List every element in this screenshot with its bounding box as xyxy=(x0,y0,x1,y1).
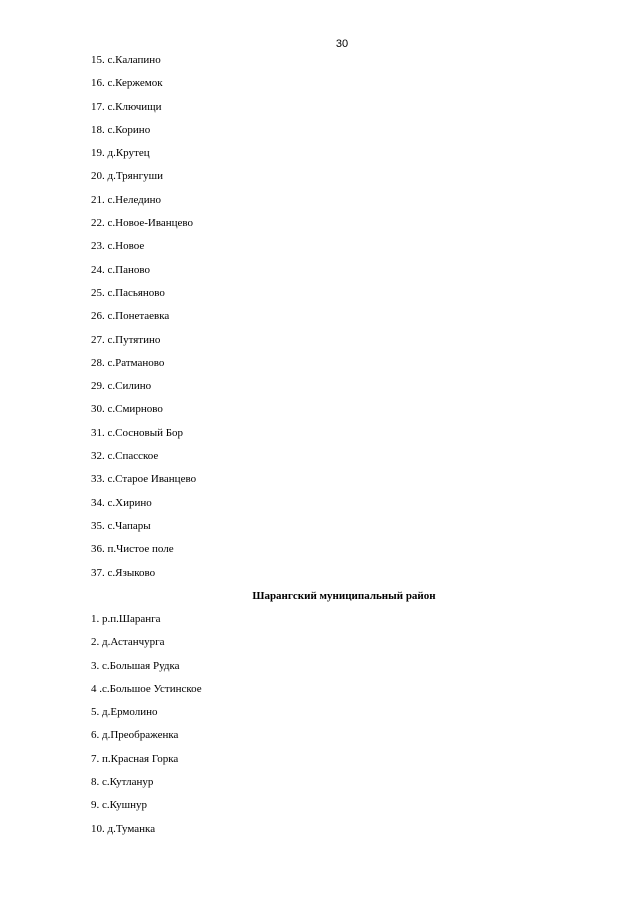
list-item: 24. с.Паново xyxy=(91,263,150,276)
list-item: 3. с.Большая Рудка xyxy=(91,659,180,672)
list-item: 2. д.Астанчурга xyxy=(91,636,165,649)
section-heading: Шарангский муниципальный район xyxy=(252,590,436,602)
list-item: 37. с.Языково xyxy=(91,566,156,579)
list-item: 32. с.Спасское xyxy=(91,450,159,463)
list-item: 5. д.Ермолино xyxy=(91,706,158,719)
list-item: 1. р.п.Шаранга xyxy=(91,613,161,625)
page-number: 30 xyxy=(335,38,349,50)
list-item: 4 .с.Большое Устинское xyxy=(91,682,202,695)
list-item: 17. с.Ключищи xyxy=(91,100,162,113)
list-item: 7. п.Красная Горка xyxy=(91,752,179,765)
list-item: 20. д.Трянгуши xyxy=(91,170,163,183)
list-item: 18. с.Корино xyxy=(91,123,151,136)
list-item: 36. п.Чистое поле xyxy=(91,543,174,556)
list-item: 31. с.Сосновый Бор xyxy=(91,426,184,439)
list-item: 19. д.Крутец xyxy=(91,147,150,160)
list-item: 10. д.Туманка xyxy=(91,822,156,835)
list-item: 35. с.Чапары xyxy=(91,519,151,532)
list-item: 33. с.Старое Иванцево xyxy=(91,473,197,486)
settlement-list-sharanga xyxy=(91,610,202,843)
list-item: 22. с.Новое-Иванцево xyxy=(91,217,194,230)
list-item: 8. с.Кутланур xyxy=(91,776,154,789)
list-item: 16. с.Кержемок xyxy=(91,77,163,90)
list-item: 23. с.Новое xyxy=(91,240,145,253)
settlement-list-continued xyxy=(91,51,196,587)
list-item: 34. с.Хирино xyxy=(91,496,152,509)
list-item: 6. д.Преображенка xyxy=(91,729,179,742)
list-item: 27. с.Путятино xyxy=(91,333,161,346)
list-item: 9. с.Кушнур xyxy=(91,799,147,812)
list-item: 15. с.Калапино xyxy=(91,54,161,66)
list-item: 28. с.Ратманово xyxy=(91,356,165,369)
list-item: 26. с.Понетаевка xyxy=(91,310,170,323)
list-item: 29. с.Силино xyxy=(91,380,152,393)
list-item: 21. с.Неледино xyxy=(91,193,162,206)
list-item: 30. с.Смирново xyxy=(91,403,163,416)
list-item: 25. с.Пасьяново xyxy=(91,286,165,299)
